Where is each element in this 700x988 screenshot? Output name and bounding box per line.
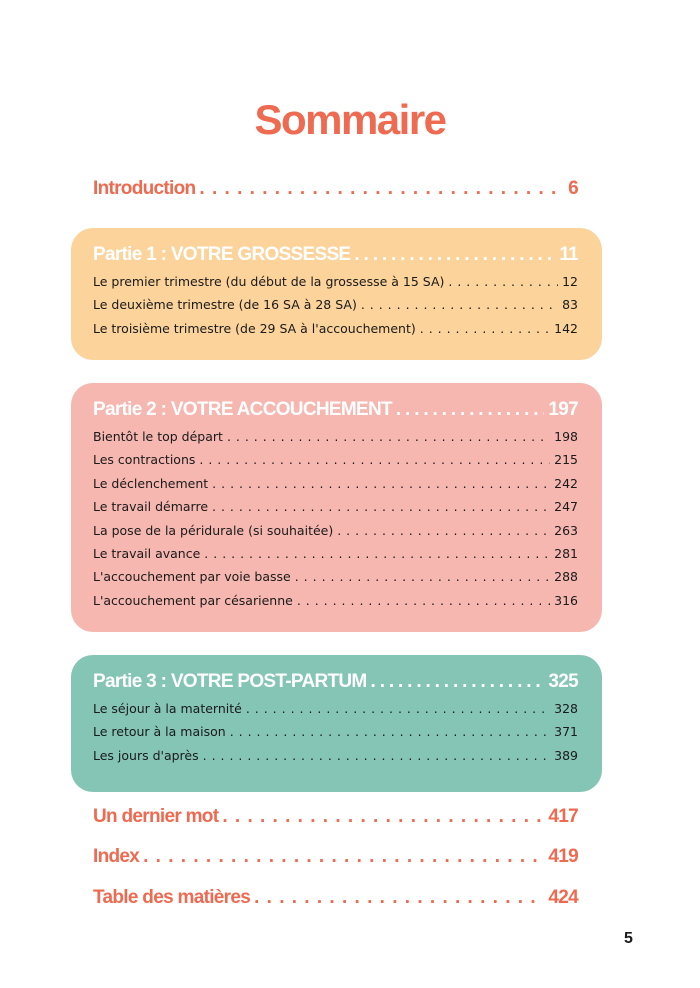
toc-item-page: 247 [554,499,578,515]
dot-leader [297,589,550,612]
toc-item-page: 242 [554,475,578,491]
toc-item[interactable] [93,448,578,471]
toc-item-label: Le premier trimestre (du début de la grossesse à 15 SA) [93,274,445,289]
toc-item-label: Le travail avance [93,545,201,561]
dot-leader [371,671,545,693]
toc-item-page: 371 [554,724,578,740]
part-heading[interactable] [93,244,578,270]
dot-leader [337,519,550,542]
toc-item-page: 328 [554,701,578,716]
toc-item-label: Le troisième trimestre (de 29 SA à l'accouchement) [93,320,416,336]
dot-leader [448,270,558,293]
toc-item[interactable] [93,542,578,565]
toc-item[interactable] [93,720,578,743]
toc-item-page: 142 [554,320,578,336]
dot-leader [396,399,545,421]
dot-leader [354,244,555,266]
part-2-box [71,383,602,632]
part-heading-page: 11 [559,244,578,265]
toc-item-label: Le déclenchement [93,475,209,491]
part-heading-label: Partie 1 : VOTRE GROSSESSE [93,244,351,265]
toc-entry-index[interactable] [93,846,578,868]
dot-leader [246,697,550,720]
part-heading[interactable] [93,671,578,697]
part-heading-page: 197 [548,399,578,420]
part-heading-label: Partie 2 : VOTRE ACCOUCHEMENT [93,399,392,420]
toc-item-label: Les contractions [93,452,196,468]
toc-item[interactable] [93,472,578,495]
dot-leader [295,565,550,588]
dot-leader [199,448,550,471]
toc-entry-label: Un dernier mot [93,806,219,827]
toc-item-page: 12 [562,274,578,289]
toc-entry-introduction[interactable] [93,178,578,200]
toc-item[interactable] [93,495,578,518]
toc-item-page: 198 [554,429,578,444]
dot-leader [361,293,558,316]
dot-leader [212,495,550,518]
toc-item[interactable] [93,565,578,588]
dot-leader [212,472,550,495]
toc-item-page: 389 [554,747,578,763]
toc-item-label: Le deuxième trimestre (de 16 SA à 28 SA) [93,297,357,313]
part-1-box [71,228,602,360]
part-heading[interactable] [93,399,578,425]
part-3-box [71,655,602,792]
dot-leader [227,425,550,448]
toc-item-label: Les jours d'après [93,747,199,763]
toc-item-label: La pose de la péridurale (si souhaitée) [93,522,334,538]
page-title: Sommaire [254,96,446,143]
dot-leader [420,317,550,340]
toc-item[interactable] [93,744,578,767]
dot-leader [199,178,564,200]
toc-item-page: 316 [554,592,578,608]
dot-leader [222,806,544,828]
toc-item-page: 288 [554,569,578,585]
toc-entry-un-dernier-mot[interactable] [93,806,578,828]
toc-entry-page: 419 [548,846,578,867]
toc-item-label: Le retour à la maison [93,724,226,740]
dot-leader [203,744,551,767]
part-items [93,425,578,612]
toc-item-label: Le séjour à la maternité [93,701,242,716]
toc-item[interactable] [93,425,578,448]
toc-entry-label: Table des matières [93,887,251,908]
part-heading-page: 325 [548,671,578,692]
toc-item-page: 215 [554,452,578,468]
part-heading-label: Partie 3 : VOTRE POST-PARTUM [93,671,367,692]
toc-entry-label: Index [93,846,140,867]
dot-leader [143,846,544,868]
toc-item[interactable] [93,317,578,340]
toc-item[interactable] [93,270,578,293]
toc-entry-label: Introduction [93,178,196,199]
dot-leader [254,887,544,909]
toc-item-page: 83 [562,297,578,313]
toc-item[interactable] [93,293,578,316]
part-items [93,270,578,340]
toc-item-label: L'accouchement par césarienne [93,592,293,608]
toc-entry-page: 417 [548,806,578,827]
toc-item[interactable] [93,697,578,720]
toc-entry-page: 424 [548,887,578,908]
toc-item-page: 263 [554,522,578,538]
page-number: 5 [624,930,633,947]
toc-item[interactable] [93,589,578,612]
toc-entry-table-des-matieres[interactable] [93,887,578,909]
dot-leader [230,720,550,743]
dot-leader [204,542,550,565]
toc-item-label: Le travail démarre [93,499,209,515]
toc-entry-page: 6 [568,178,578,199]
toc-item-label: L'accouchement par voie basse [93,569,291,585]
toc-item-page: 281 [554,545,578,561]
toc-item[interactable] [93,519,578,542]
toc-item-label: Bientôt le top départ [93,429,223,444]
part-items [93,697,578,767]
